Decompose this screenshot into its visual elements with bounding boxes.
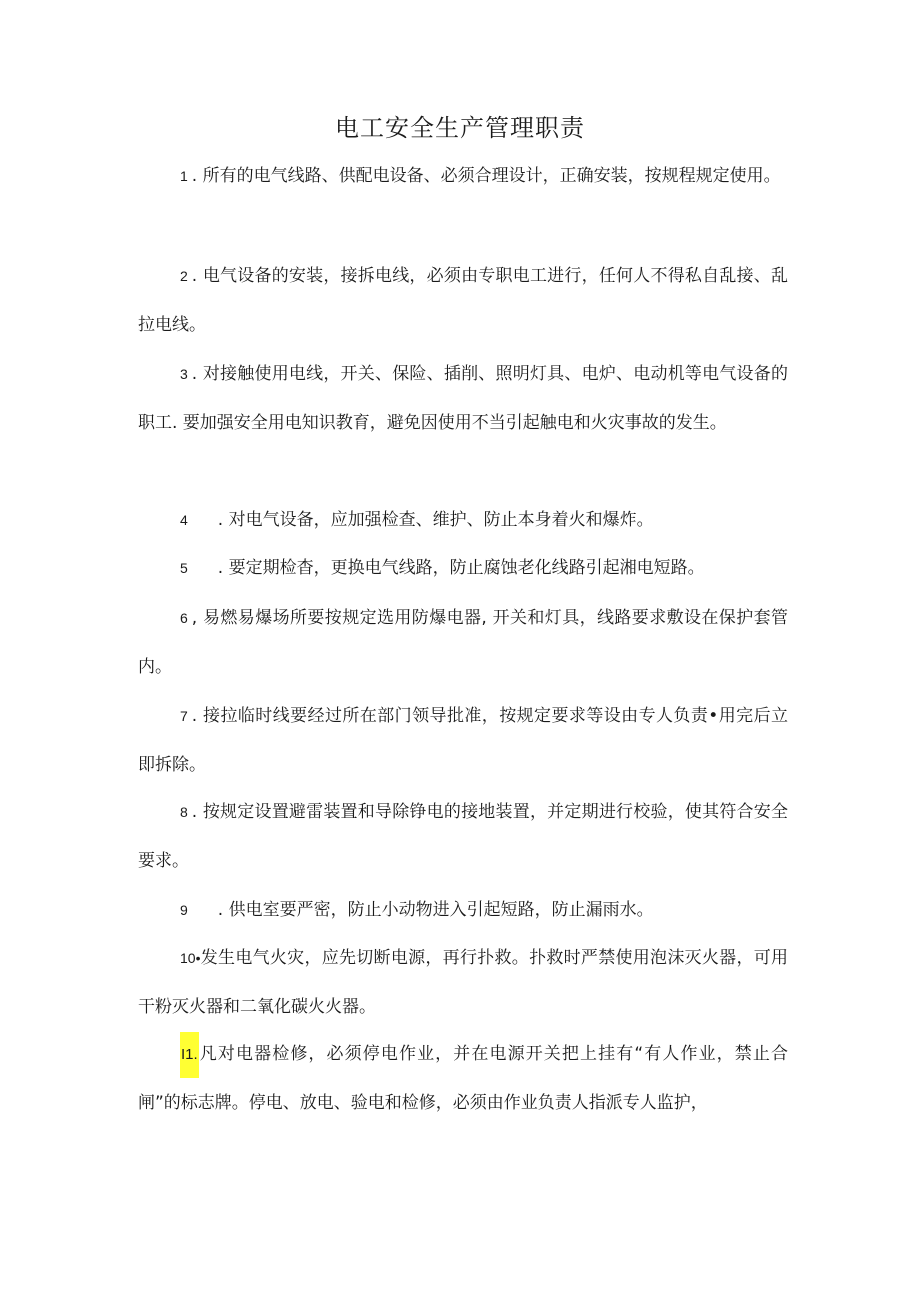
clause-number: 4 — [180, 512, 188, 528]
clause-text: . 所有的电气线路、供配电设备、必须合理设计，正确安装，按规程规定使用。 — [191, 166, 781, 186]
clause-number: 8 — [180, 804, 188, 820]
clause-8 — [138, 788, 788, 886]
clause-number: 6 — [180, 610, 188, 626]
clause-number: 10• — [180, 950, 201, 966]
clause-number: 3 — [180, 366, 188, 382]
clause-text: . 要定期检杳，更换电气线路，防止腐蚀老化线路引起湘电短路。 — [217, 558, 705, 578]
clause-number: 7 — [180, 708, 188, 724]
clause-number: 2 — [180, 268, 188, 284]
clause-text: . 对接触使用电线，开关、保险、插削、照明灯具、电炉、电动机等电气设备的职工. 要加强安全用电知识教育，避免因使用不当引起触电和火灾事故的发生。 — [138, 364, 788, 433]
clause-text: . 按规定设置避雷装置和导除铮电的接地装置，并定期进行校验，使其符合安全要求。 — [138, 802, 788, 871]
clause-text: , 易燃易爆场所要按规定选用防爆电器, 开关和灯具，线路要求敷设在保护套管内。 — [138, 608, 788, 677]
clause-11 — [138, 1030, 788, 1128]
clause-7 — [138, 692, 788, 790]
clause-2 — [138, 252, 788, 350]
clause-text: . 接拉临时线要经过所在部门领导批准，按规定要求等设由专人负责•用完后立即拆除。 — [138, 706, 788, 775]
clause-3 — [138, 350, 788, 448]
clause-text: 发生电气火灾，应先切断电源，再行扑救。扑救时严禁使用泡沫灭火器，可用干粉灭火器和二氧化碳火火器。 — [138, 948, 788, 1017]
document-title: 电工安全生产管理职责 — [335, 114, 585, 142]
clause-number: 5 — [180, 560, 188, 576]
clause-text: . 供电室要严密，防止小动物进入引起短路，防止漏雨水。 — [217, 900, 654, 920]
clause-text: 凡对电器检修，必须停电作业，并在电源开关把上挂有“有人作业，禁止合闸”的标志牌。停电、放电、验电和检修，必须由作业负责人指派专人监护， — [138, 1044, 788, 1113]
clause-9 — [138, 886, 788, 935]
clause-number: 1 — [180, 168, 188, 184]
clause-10 — [138, 934, 788, 1032]
clause-1 — [138, 152, 788, 201]
clause-5 — [138, 544, 788, 593]
clause-6 — [138, 594, 788, 692]
clause-text: . 电气设备的安装，接拆电线，必须由专职电工进行，任何人不得私自乱接、乱拉电线。 — [138, 266, 788, 335]
clause-text: . 对电气设备，应加强检查、维护、防止本身着火和爆炸。 — [217, 510, 654, 530]
clause-number: 9 — [180, 902, 188, 918]
clause-4 — [138, 496, 788, 545]
highlighted-clause-number: I1. — [180, 1032, 199, 1078]
